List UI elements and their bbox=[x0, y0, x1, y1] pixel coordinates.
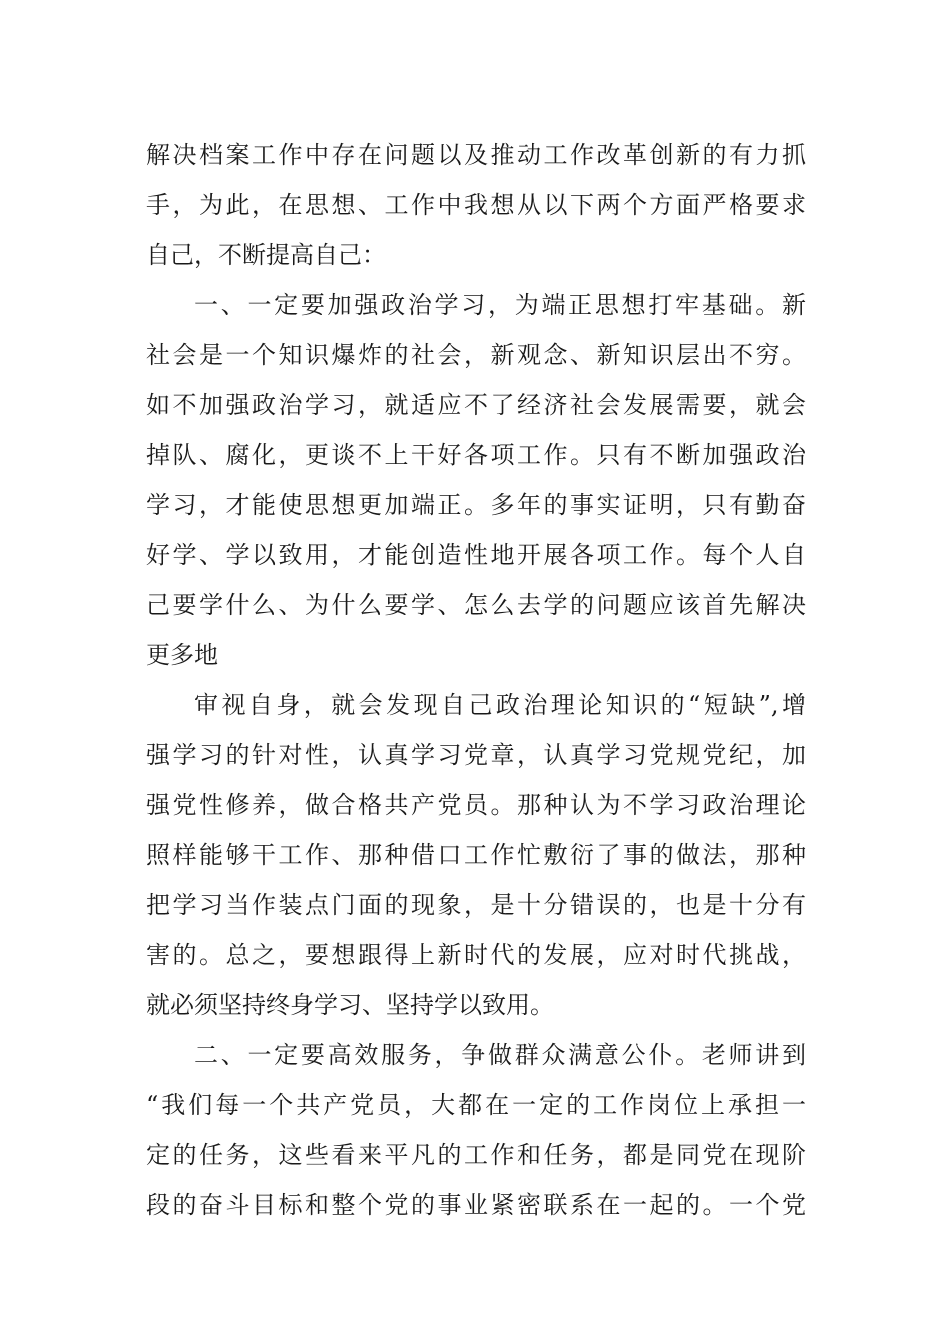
paragraph-start-line: 一、一定要加强政治学习，为端正思想打牢基础。新 bbox=[194, 291, 806, 319]
text-line: “我们每一个共产党员，大都在一定的工作岗位上承担一 bbox=[146, 1091, 806, 1119]
text-line: 就必须坚持终身学习、坚持学以致用。 bbox=[146, 991, 554, 1019]
text-line: 社会是一个知识爆炸的社会，新观念、新知识层出不穷。 bbox=[146, 341, 806, 369]
text-line: 如不加强政治学习，就适应不了经济社会发展需要，就会 bbox=[146, 391, 806, 419]
text-line: 照样能够干工作、那种借口工作忙敷衍了事的做法，那种 bbox=[146, 841, 806, 869]
text-line: 更多地 bbox=[146, 641, 218, 669]
text-line: 把学习当作装点门面的现象，是十分错误的，也是十分有 bbox=[146, 891, 806, 919]
text-line: 强学习的针对性，认真学习党章，认真学习党规党纪，加 bbox=[146, 741, 806, 769]
text-line: 害的。总之，要想跟得上新时代的发展，应对时代挑战， bbox=[146, 941, 806, 969]
text-line: 己要学什么、为什么要学、怎么去学的问题应该首先解决 bbox=[146, 591, 806, 619]
text-line: 手，为此，在思想、工作中我想从以下两个方面严格要求 bbox=[146, 191, 806, 219]
text-line: 好学、学以致用，才能创造性地开展各项工作。每个人自 bbox=[146, 541, 806, 569]
text-line: 解决档案工作中存在问题以及推动工作改革创新的有力抓 bbox=[146, 141, 806, 169]
paragraph-start-line: 二、一定要高效服务，争做群众满意公仆。老师讲到 bbox=[194, 1041, 806, 1069]
text-line: 段的奋斗目标和整个党的事业紧密联系在一起的。一个党 bbox=[146, 1191, 806, 1219]
text-line: 强党性修养，做合格共产党员。那种认为不学习政治理论 bbox=[146, 791, 806, 819]
paragraph-start-line: 审视自身，就会发现自己政治理论知识的“短缺”,增 bbox=[194, 691, 806, 719]
text-line: 自己，不断提高自己： bbox=[146, 241, 386, 269]
text-line: 定的任务，这些看来平凡的工作和任务，都是同党在现阶 bbox=[146, 1141, 806, 1169]
text-line: 学习，才能使思想更加端正。多年的事实证明，只有勤奋 bbox=[146, 491, 806, 519]
text-line: 掉队、腐化，更谈不上干好各项工作。只有不断加强政治 bbox=[146, 441, 806, 469]
